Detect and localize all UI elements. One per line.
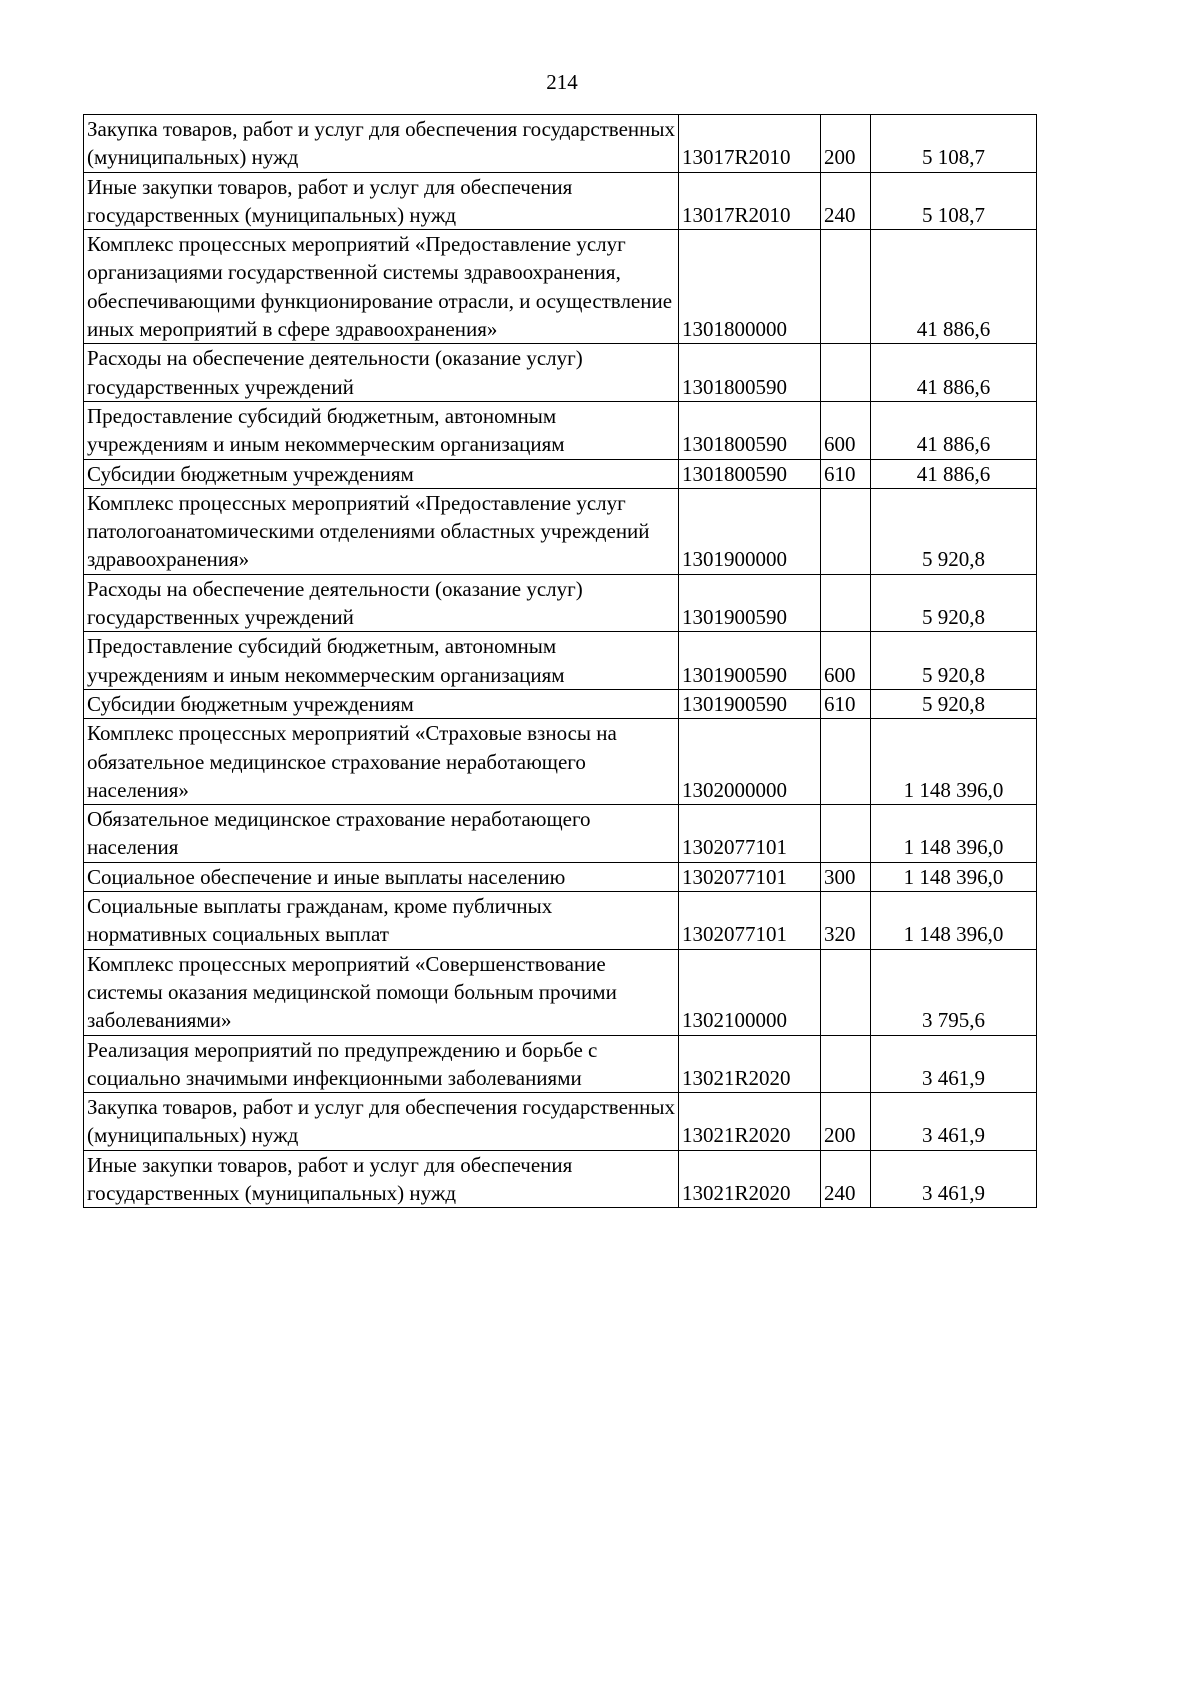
table-row — [84, 115, 1037, 173]
row-code: 1302077101 — [679, 805, 821, 863]
row-code: 1301800000 — [679, 230, 821, 344]
row-sum: 1 148 396,0 — [871, 862, 1037, 891]
row-expense-type — [821, 1035, 871, 1093]
row-expense-type — [821, 230, 871, 344]
row-name: Комплекс процессных мероприятий «Предоставление услуг организациями государственной системы здравоохранения, обеспечивающими функционирование отрасли, и осуществление иных мероприятий в сфере здравоохранения» — [84, 230, 679, 344]
row-name: Субсидии бюджетным учреждениям — [84, 689, 679, 718]
table-row — [84, 574, 1037, 632]
table-row — [84, 344, 1037, 402]
row-name: Иные закупки товаров, работ и услуг для обеспечения государственных (муниципальных) нужд — [84, 1150, 679, 1208]
row-sum: 3 461,9 — [871, 1093, 1037, 1151]
row-sum: 5 108,7 — [871, 115, 1037, 173]
row-sum: 5 920,8 — [871, 488, 1037, 574]
row-code: 1302100000 — [679, 949, 821, 1035]
row-expense-type: 200 — [821, 1093, 871, 1151]
row-sum: 5 920,8 — [871, 689, 1037, 718]
table-row — [84, 862, 1037, 891]
row-sum: 5 920,8 — [871, 574, 1037, 632]
row-sum: 5 108,7 — [871, 172, 1037, 230]
row-name: Комплекс процессных мероприятий «Страховые взносы на обязательное медицинское страхование неработающего населения» — [84, 719, 679, 805]
row-sum: 41 886,6 — [871, 230, 1037, 344]
table-row — [84, 1093, 1037, 1151]
table-row — [84, 892, 1037, 950]
row-sum: 41 886,6 — [871, 344, 1037, 402]
row-code: 1301900590 — [679, 689, 821, 718]
row-code: 13021R2020 — [679, 1035, 821, 1093]
row-name: Закупка товаров, работ и услуг для обеспечения государственных (муниципальных) нужд — [84, 115, 679, 173]
row-code: 1301800590 — [679, 344, 821, 402]
row-name: Реализация мероприятий по предупреждению и борьбе с социально значимыми инфекционными заболеваниями — [84, 1035, 679, 1093]
budget-table — [83, 114, 1037, 1208]
row-name: Закупка товаров, работ и услуг для обеспечения государственных (муниципальных) нужд — [84, 1093, 679, 1151]
row-expense-type: 320 — [821, 892, 871, 950]
row-expense-type: 600 — [821, 401, 871, 459]
row-code: 1301800590 — [679, 401, 821, 459]
row-expense-type — [821, 574, 871, 632]
row-name: Субсидии бюджетным учреждениям — [84, 459, 679, 488]
row-name: Иные закупки товаров, работ и услуг для обеспечения государственных (муниципальных) нужд — [84, 172, 679, 230]
table-row — [84, 689, 1037, 718]
row-code: 1301900590 — [679, 574, 821, 632]
table-row — [84, 949, 1037, 1035]
row-sum: 1 148 396,0 — [871, 892, 1037, 950]
row-name: Социальные выплаты гражданам, кроме публичных нормативных социальных выплат — [84, 892, 679, 950]
row-name: Обязательное медицинское страхование неработающего населения — [84, 805, 679, 863]
row-name: Предоставление субсидий бюджетным, автономным учреждениям и иным некоммерческим организациям — [84, 632, 679, 690]
row-expense-type: 300 — [821, 862, 871, 891]
row-expense-type: 600 — [821, 632, 871, 690]
table-row — [84, 719, 1037, 805]
row-code: 1302077101 — [679, 892, 821, 950]
row-code: 13021R2020 — [679, 1150, 821, 1208]
row-expense-type: 200 — [821, 115, 871, 173]
table-row — [84, 1035, 1037, 1093]
row-sum: 41 886,6 — [871, 401, 1037, 459]
table-row — [84, 230, 1037, 344]
row-expense-type — [821, 805, 871, 863]
row-code: 1301900000 — [679, 488, 821, 574]
row-code: 1301900590 — [679, 632, 821, 690]
row-expense-type — [821, 344, 871, 402]
table-row — [84, 488, 1037, 574]
row-sum: 1 148 396,0 — [871, 719, 1037, 805]
row-name: Расходы на обеспечение деятельности (оказание услуг) государственных учреждений — [84, 344, 679, 402]
row-name: Комплекс процессных мероприятий «Совершенствование системы оказания медицинской помощи больным прочими заболеваниями» — [84, 949, 679, 1035]
row-sum: 3 461,9 — [871, 1150, 1037, 1208]
row-expense-type — [821, 949, 871, 1035]
row-code: 13021R2020 — [679, 1093, 821, 1151]
row-expense-type — [821, 719, 871, 805]
row-expense-type: 240 — [821, 1150, 871, 1208]
budget-table-body — [84, 115, 1037, 1208]
table-row — [84, 805, 1037, 863]
row-sum: 3 795,6 — [871, 949, 1037, 1035]
row-name: Предоставление субсидий бюджетным, автономным учреждениям и иным некоммерческим организациям — [84, 401, 679, 459]
row-expense-type: 610 — [821, 689, 871, 718]
row-code: 1301800590 — [679, 459, 821, 488]
row-expense-type: 610 — [821, 459, 871, 488]
row-expense-type: 240 — [821, 172, 871, 230]
row-code: 1302000000 — [679, 719, 821, 805]
row-code: 13017R2010 — [679, 115, 821, 173]
row-sum: 5 920,8 — [871, 632, 1037, 690]
page-number: 214 — [546, 70, 578, 94]
row-name: Социальное обеспечение и иные выплаты населению — [84, 862, 679, 891]
row-name: Комплекс процессных мероприятий «Предоставление услуг патологоанатомическими отделениями областных учреждений здравоохранения» — [84, 488, 679, 574]
table-row — [84, 401, 1037, 459]
table-row — [84, 172, 1037, 230]
row-code: 1302077101 — [679, 862, 821, 891]
row-sum: 41 886,6 — [871, 459, 1037, 488]
table-row — [84, 632, 1037, 690]
row-expense-type — [821, 488, 871, 574]
table-row — [84, 459, 1037, 488]
row-sum: 3 461,9 — [871, 1035, 1037, 1093]
table-row — [84, 1150, 1037, 1208]
row-sum: 1 148 396,0 — [871, 805, 1037, 863]
row-code: 13017R2010 — [679, 172, 821, 230]
row-name: Расходы на обеспечение деятельности (оказание услуг) государственных учреждений — [84, 574, 679, 632]
